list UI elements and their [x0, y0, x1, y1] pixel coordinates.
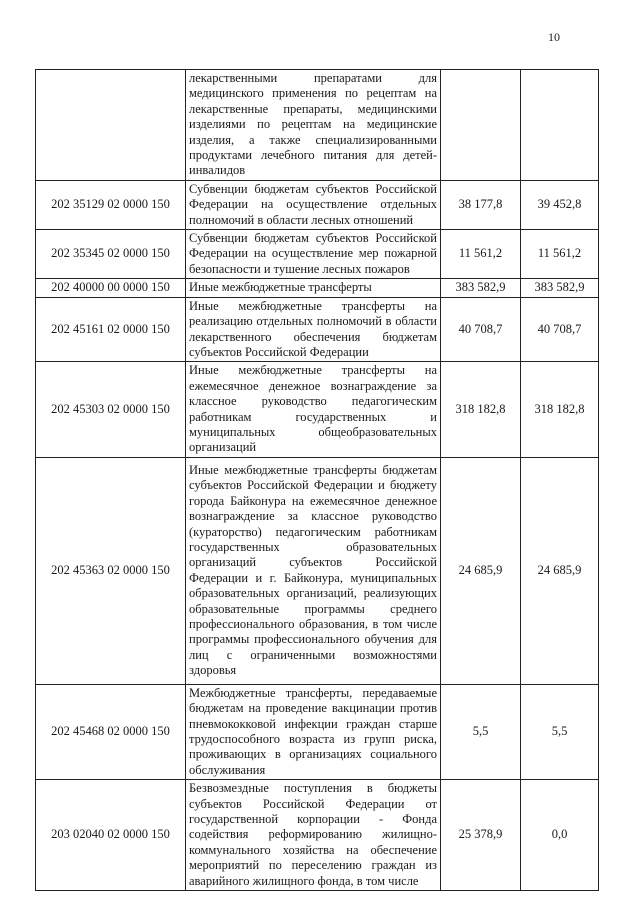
table-row — [36, 230, 599, 279]
amount-cell-year-2 — [521, 70, 599, 181]
classification-code-cell: 202 45468 02 0000 150 — [36, 684, 186, 779]
description-cell: Иные межбюджетные трансферты на реализацию отдельных полномочий в области лекарственного обеспечения бюджетам субъектов Российской Федерации — [186, 297, 441, 362]
table-row — [36, 780, 599, 891]
amount-cell-year-2: 24 685,9 — [521, 457, 599, 684]
table-row — [36, 70, 599, 181]
classification-code-cell: 202 45161 02 0000 150 — [36, 297, 186, 362]
amount-cell-year-1 — [441, 70, 521, 181]
amount-cell-year-2: 318 182,8 — [521, 362, 599, 457]
description-cell: лекарственными препаратами для медицинского применения по рецептам на лекарственные препараты, медицинскими изделиями по рецептам на медицинские изделия, а также специализированными продуктами лечебного питания для детей-инвалидов — [186, 70, 441, 181]
amount-cell-year-1: 24 685,9 — [441, 457, 521, 684]
page-number: 10 — [548, 30, 560, 44]
description-cell: Субвенции бюджетам субъектов Российской Федерации на осуществление отдельных полномочий в области лесных отношений — [186, 180, 441, 229]
description-cell: Иные межбюджетные трансферты на ежемесячное денежное вознаграждение за классное руководство педагогическим работникам государственных и муниципальных общеобразовательных организаций — [186, 362, 441, 457]
classification-code-cell — [36, 70, 186, 181]
amount-cell-year-1: 11 561,2 — [441, 230, 521, 279]
classification-code-cell: 202 40000 00 0000 150 — [36, 279, 186, 297]
budget-revenue-table — [35, 69, 599, 891]
classification-code-cell: 203 02040 02 0000 150 — [36, 780, 186, 891]
description-cell: Иные межбюджетные трансферты — [186, 279, 441, 297]
description-cell: Безвозмездные поступления в бюджеты субъектов Российской Федерации от государственной корпорации - Фонда содействия реформированию жилищно-коммунального хозяйства на обеспечение мероприятий по переселению граждан из аварийного жилищного фонда, в том числе — [186, 780, 441, 891]
amount-cell-year-1: 38 177,8 — [441, 180, 521, 229]
table-row — [36, 297, 599, 362]
classification-code-cell: 202 45303 02 0000 150 — [36, 362, 186, 457]
amount-cell-year-2: 11 561,2 — [521, 230, 599, 279]
description-cell: Иные межбюджетные трансферты бюджетам субъектов Российской Федерации и бюджету города Байконура на ежемесячное денежное вознаграждение за классное руководство (кураторство) педагогическим работникам государственных образовательных организаций субъектов Российской Федерации и г. Байконура, муниципальных образовательных организаций, реализующих образовательные программы среднего профессионального образования, в том числе программы профессионального обучения для лиц с ограниченными возможностями здоровья — [186, 457, 441, 684]
amount-cell-year-2: 5,5 — [521, 684, 599, 779]
amount-cell-year-1: 25 378,9 — [441, 780, 521, 891]
amount-cell-year-2: 0,0 — [521, 780, 599, 891]
amount-cell-year-1: 383 582,9 — [441, 279, 521, 297]
amount-cell-year-1: 318 182,8 — [441, 362, 521, 457]
table-row — [36, 684, 599, 779]
amount-cell-year-1: 40 708,7 — [441, 297, 521, 362]
classification-code-cell: 202 35345 02 0000 150 — [36, 230, 186, 279]
table-row — [36, 180, 599, 229]
classification-code-cell: 202 45363 02 0000 150 — [36, 457, 186, 684]
table-row — [36, 457, 599, 684]
amount-cell-year-2: 383 582,9 — [521, 279, 599, 297]
amount-cell-year-2: 39 452,8 — [521, 180, 599, 229]
table-row — [36, 279, 599, 297]
description-cell: Субвенции бюджетам субъектов Российской Федерации на осуществление мер пожарной безопасности и тушение лесных пожаров — [186, 230, 441, 279]
description-cell: Межбюджетные трансферты, передаваемые бюджетам на проведение вакцинации против пневмококковой инфекции граждан старше трудоспособного возраста из групп риска, проживающих в организациях социального обслуживания — [186, 684, 441, 779]
amount-cell-year-2: 40 708,7 — [521, 297, 599, 362]
amount-cell-year-1: 5,5 — [441, 684, 521, 779]
table-row — [36, 362, 599, 457]
classification-code-cell: 202 35129 02 0000 150 — [36, 180, 186, 229]
